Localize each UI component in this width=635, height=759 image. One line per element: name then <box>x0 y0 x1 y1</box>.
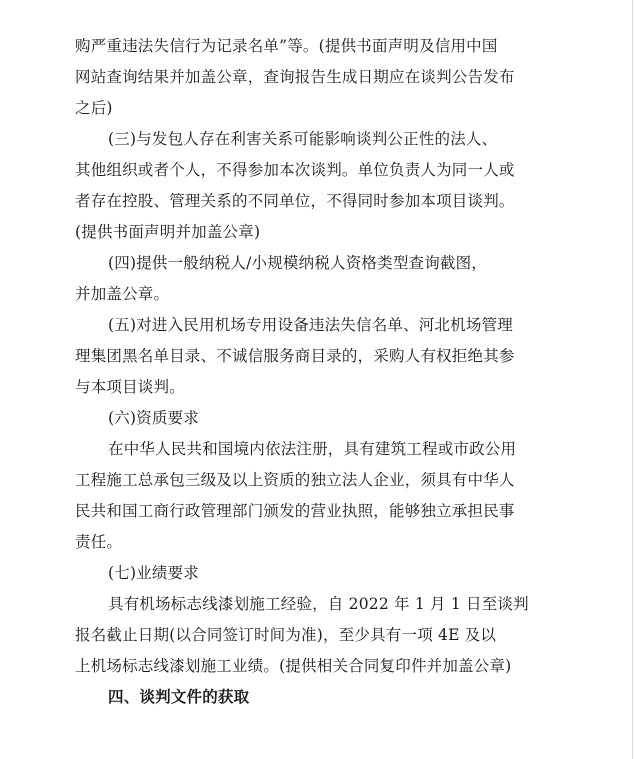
line-text: (七)业绩要求 <box>108 564 199 582</box>
line-text: 具有机场标志线漆划施工经验，自 2022 年 1 月 1 日至谈判 <box>108 595 529 613</box>
line-text: (三)与发包人存在利害关系可能影响谈判公正性的法人、 <box>108 130 498 148</box>
line-text: 网站查询结果并加盖公章，查询报告生成日期应在谈判公告发布 <box>75 68 515 86</box>
line-text: (提供书面声明并加盖公章) <box>75 223 261 241</box>
line-text: 在中华人民共和国境内依法注册，具有建筑工程或市政公用 <box>108 440 517 458</box>
line-text: (六)资质要求 <box>108 409 199 427</box>
line-text: 报名截止日期(以合同签订时间为准)，至少具有一项 4E 及以 <box>75 626 497 644</box>
line-text: 并加盖公章。 <box>75 285 170 303</box>
line-text: 民共和国工商行政管理部门颁发的营业执照，能够独立承担民事 <box>75 502 515 520</box>
line-text: (五)对进入民用机场专用设备违法失信名单、河北机场管理 <box>108 316 513 334</box>
section-heading <box>0 679 635 715</box>
line-text: 上机场标志线漆划施工业绩。(提供相关合同复印件并加盖公章) <box>75 657 512 675</box>
line-text: 与本项目谈判。 <box>75 378 185 396</box>
line-text: 购严重违法失信行为记录名单”等。(提供书面声明及信用中国 <box>75 37 498 55</box>
line-text: 理集团黑名单目录、不诚信服务商目录的，采购人有权拒绝其参 <box>75 347 515 365</box>
line-text: 者存在控股、管理关系的不同单位，不得同时参加本项目谈判。 <box>75 192 515 210</box>
line-text: 其他组织或者个人，不得参加本次谈判。单位负责人为同一人或 <box>75 161 515 179</box>
heading-text: 四、谈判文件的获取 <box>108 688 250 706</box>
line-text: 之后) <box>75 99 113 117</box>
line-text: 责任。 <box>75 533 123 551</box>
line-text: 工程施工总承包三级及以上资质的独立法人企业，须具有中华人 <box>75 471 515 489</box>
line-text: (四)提供一般纳税人/小规模纳税人资格类型查询截图， <box>108 254 488 272</box>
